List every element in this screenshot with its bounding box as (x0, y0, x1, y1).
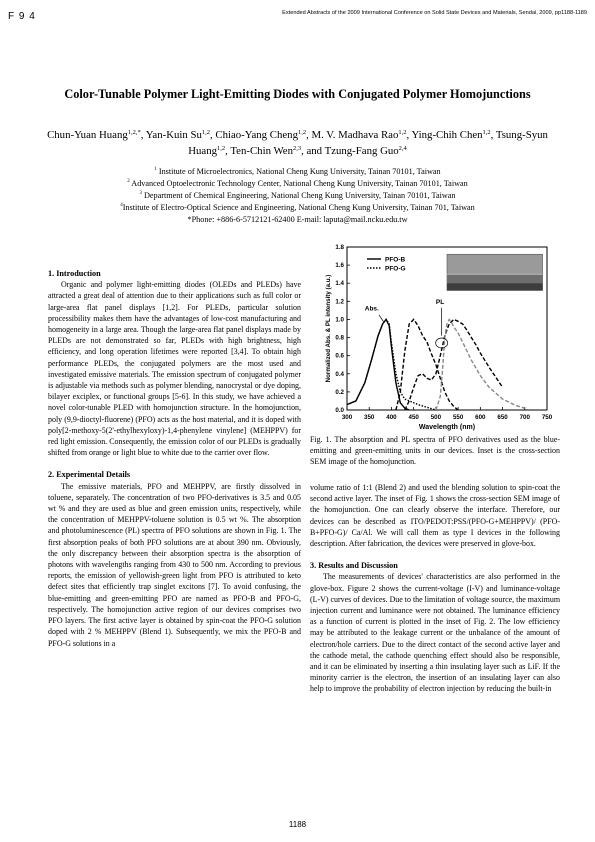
author-name: Chiao-Yang Cheng (215, 129, 298, 141)
y-tick-label: 0.2 (335, 388, 344, 396)
x-tick-label: 650 (497, 414, 508, 421)
author-separator: , (209, 129, 216, 141)
author-name: Chun-Yuan Huang (47, 129, 128, 141)
x-tick-label: 300 (341, 414, 353, 421)
author-name: Ten-Chin Wen (230, 145, 293, 157)
author-separator: , (406, 129, 412, 141)
page-number: 1188 (288, 820, 307, 829)
affiliation-text: Advanced Optoelectronic Technology Center, National Cheng Kung University, Tainan 70101, Taiwan (129, 178, 468, 188)
affiliation-list (36, 166, 559, 226)
x-tick-label: 500 (430, 414, 442, 421)
author-separator: , (490, 129, 496, 141)
figure-caption: Fig. 1. The absorption and PL spectra of PFO derivatives used as the blue-emitting and green-emitting units in our devices. Inset is the cross-section SEM image of the homojunction. (310, 435, 560, 467)
section-heading-experimental: 2. Experimental Details (48, 470, 131, 480)
author-separator: , (225, 145, 231, 157)
author-separator: , (140, 129, 146, 141)
affiliation-text: Institute of Electro-Optical Science and Engineering, National Cheng Kung University, Tainan 701, Taiwan (122, 202, 475, 212)
sem-inset-layer (447, 274, 543, 283)
paper-title: Color-Tunable Polymer Light-Emitting Diodes with Conjugated Polymer Homojunctions (64, 87, 531, 101)
running-head: Extended Abstracts of the 2009 International Conference on Solid State Devices and Materials, Sendai, 2009, pp1188-1189 (282, 10, 587, 16)
author-name: Tsung-Syun Huang (188, 129, 548, 157)
affiliation-line (36, 166, 559, 178)
legend-label: PFO-G (385, 265, 406, 273)
author-name: Tzung-Fang Guo (324, 145, 399, 157)
x-tick-label: 400 (386, 414, 397, 421)
contact-line: *Phone: +886-6-5712121-62400 E-mail: laputa@mail.ncku.edu.tw (187, 214, 408, 224)
x-tick-label: 550 (452, 414, 464, 421)
author-separator: , (306, 129, 312, 141)
affiliation-text: Institute of Microelectronics, National Cheng Kung University, Tainan 70101, Taiwan (156, 167, 441, 176)
affiliation-mark: 1 (154, 167, 157, 172)
annotation-arrow (379, 315, 384, 322)
y-tick-label: 1.8 (335, 244, 344, 251)
figure-1-chart (310, 241, 560, 431)
affiliation-text: Department of Chemical Engineering, National Cheng Kung University, Tainan 70101, Taiwan (141, 190, 456, 200)
right-column (310, 482, 560, 695)
page-tag: F 9 4 (8, 11, 36, 22)
section-heading-results: 3. Results and Discussion (310, 561, 398, 571)
author-affiliation-mark: 1,2 (201, 129, 210, 136)
left-column (48, 268, 301, 649)
y-tick-label: 0.0 (335, 407, 344, 414)
author-affiliation-mark: 1,2 (297, 129, 307, 136)
x-axis-label: Wavelength (nm) (418, 424, 476, 431)
x-tick-label: 600 (475, 414, 486, 421)
affiliation-mark: 4 (120, 202, 123, 208)
experimental-paragraph: The emissive materials, PFO and MEHPPV, are firstly dissolved in toluene, separately. The concentration of two PFO-derivatives is 3.5 and 0.05 wt % and they are used as blue and green emission units, respectively, while the concentration of MEHPPV-toluene solution is 0.5 wt %. The absorption and photoluminescence (PL) spectra of PFO solutions are shown in Fig. 1. The first absorption peaks of both PFO solutions are at about 390 nm. Obviously, the only discrepancy between their absorption spectra is the absorption of photons with wavelengths ranging from 430 to 500 nm. According to previous reports, the emission of yellowish-green light from PFO is attributed to keto defect sites that efficiently trap singlet excitons [7]. To avoid confusing, the blue-emitting and green-emitting PFO are named as PFO-B and PFO-G, respectively. The homojunction active region of our devices comprises two PFO layers. The first active layer is obtained by spin-coat the PFO-G solution doped with 2 % MEHPPV (Blend 1). Subsequently, we mix the PFO-B and PFO-G solutions in a (48, 481, 301, 648)
author-list (36, 127, 559, 159)
y-tick-label: 1.6 (335, 262, 344, 270)
section-heading-introduction: 1. Introduction (48, 269, 101, 278)
affiliation-line (36, 178, 559, 190)
y-tick-label: 1.2 (335, 298, 344, 306)
series-line-pfo-b-pl (396, 319, 458, 410)
legend-label: PFO-B (385, 256, 406, 264)
author-separator: , and (301, 145, 325, 157)
affiliation-line (36, 190, 559, 202)
y-tick-label: 1.0 (335, 316, 344, 324)
series-line-pfo-g-abs (347, 319, 436, 410)
author-name: Ying-Chih Chen (411, 129, 483, 141)
results-paragraph: The measurements of devices' characteristics are also performed in the glove-box. Figure 2 shows the current-voltage (I-V) and luminance-voltage (L-V) curves of devices. Due to the limitation of voltage source, the maximum injection current and luminance were not obtained. The luminance efficiency as a function of current is plotted in the inset of Fig. 2. The low efficiency may be attributed to the leakage current or the unbalance of the amount of electron/hole carriers. Due to the direct contact of the second active layer and the cathode metal, the cathode quenching effect should also be responsible, and it can be eliminated by inserting a thin insulating layer such as LiF. If the minority carrier is the electron, the insertion of an insulating layer can also help to improve the probability of electron injection by reducing the built-in (310, 572, 560, 694)
affiliation-line (36, 202, 559, 214)
continued-paragraph: volume ratio of 1:1 (Blend 2) and used the blending solution to spin-coat the second active layer. The inset of Fig. 1 shows the cross-section SEM image of the homojunction. One can clearly observe the interface. Therefore, our devices can be described as ITO/PEDOT:PSS/(PFO-G+MEHPPV)/ (PFO-B+PFO-G)/ Ca/Al. We will call them as type I devices in the following description. After fabrication, the devices were preserved in glove-box. (310, 483, 560, 549)
y-tick-label: 1.4 (335, 280, 344, 288)
author-affiliation-mark: 1,2 (482, 129, 491, 136)
annotation-circle (436, 338, 448, 348)
author-name: Yan-Kuin Su (145, 129, 202, 141)
author-name: M. V. Madhava Rao (311, 129, 399, 141)
x-tick-label: 750 (541, 414, 553, 421)
affiliation-mark: 2 (127, 178, 130, 184)
x-tick-label: 350 (364, 414, 375, 421)
annotation-abs: Abs. (364, 305, 379, 313)
y-tick-label: 0.6 (335, 352, 344, 360)
author-affiliation-mark: 2,3 (293, 145, 302, 152)
author-affiliation-mark: 1,2 (398, 129, 407, 136)
author-affiliation-mark: 1,2 (217, 145, 226, 152)
y-tick-label: 0.8 (335, 334, 344, 342)
series-line-pfo-g-pl (436, 319, 525, 410)
affiliation-mark: 3 (139, 190, 142, 196)
author-affiliation-mark: 2,4 (398, 145, 407, 152)
introduction-paragraph: Organic and polymer light-emitting diodes (OLEDs and PLEDs) have attracted a great deal of attention due to their applications such as full color or large-area flat panel displays [1,2]. For PLEDs, particular solution processibility makes them have the advantages of low-cost manufacturing and homogeneity in a large area. Though the large-area flat panel displays made by PLEDs are not demonstrated so far, PLEDs with high brightness, high efficiency, and long operation lifetimes were reported [3,4]. To obtain high performance PLEDs, the conjugated polymers are the most used and investigated emissive materials. The emission spectrum of conjugated polymer is adjustable via methods such as polymer blending, nanocrystal or dye doping, bilayer exciplex, or functional groups [5-6]. In this study, we have achieved a novel color-tunable PLED with homojunction structure. In the homojunction, poly (9,9-dioctyl-fluorene) (PFO) acts as the host material, and it is doped with poly[2-methoxy-5(2'-ethylhexyloxy)-1,4-phenylene vinylene] (MEHPPV) for red light emission. Consequently, the emission color of our PLEDs is gradually shifted from orange or light blue to white due to the carrier over flow. (48, 280, 301, 458)
author-affiliation-mark: 1,2,* (127, 129, 141, 136)
x-tick-label: 700 (519, 414, 530, 421)
sem-inset-substrate (447, 283, 543, 290)
annotation-pl: PL (435, 299, 445, 307)
series-line-pfo-g-pl (405, 319, 503, 410)
y-tick-label: 0.4 (335, 370, 344, 378)
x-tick-label: 450 (408, 414, 419, 421)
y-axis-label: Normalized Abs. & PL intensity (a.u.) (325, 274, 332, 383)
